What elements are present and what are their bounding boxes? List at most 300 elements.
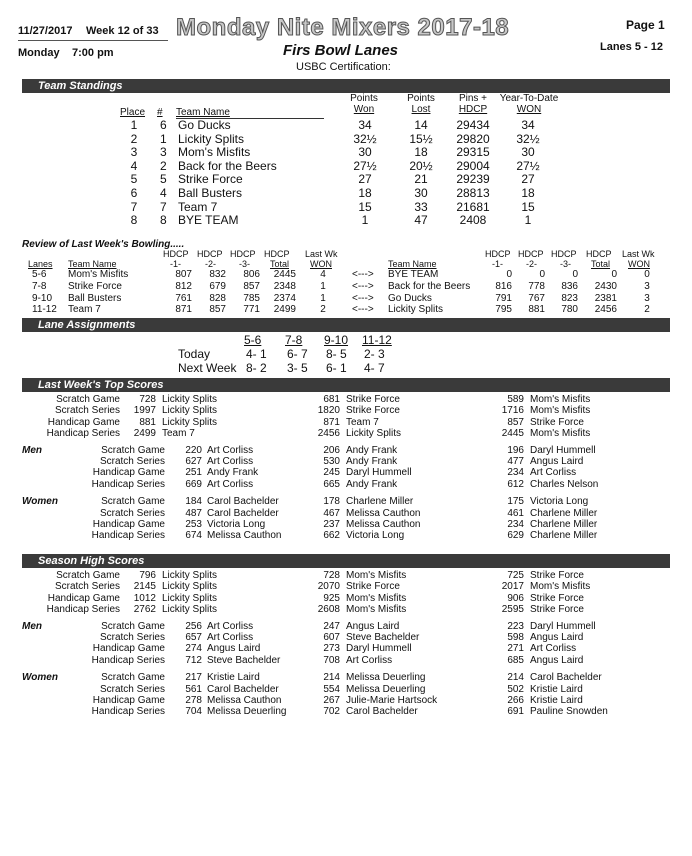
bowler-2: Andy Frank bbox=[346, 456, 398, 467]
ytd-won: 32½ bbox=[516, 131, 540, 146]
score-1: 2762 bbox=[133, 604, 156, 616]
score-2: 925 bbox=[323, 592, 340, 604]
score-1: 561 bbox=[185, 683, 202, 695]
team-name: Strike Force bbox=[178, 172, 243, 187]
score-row bbox=[0, 508, 692, 520]
category: Handicap Series bbox=[91, 530, 165, 542]
place: 4 bbox=[130, 158, 138, 173]
ytd-won: 30 bbox=[521, 145, 535, 160]
bowler-1: Victoria Long bbox=[207, 519, 266, 530]
place: 6 bbox=[130, 186, 138, 200]
team-number: 7 bbox=[160, 199, 167, 214]
bowler-3: Angus Laird bbox=[530, 456, 584, 467]
team-b: Back for the Beers bbox=[388, 280, 471, 292]
score-1: 704 bbox=[185, 706, 202, 718]
men-label: Men bbox=[22, 620, 42, 632]
score-1: 217 bbox=[185, 672, 202, 684]
team-name: BYE TEAM bbox=[178, 213, 239, 228]
pins-hdcp: 29004 bbox=[456, 158, 490, 173]
category: Handicap Game bbox=[92, 467, 165, 479]
col-team-number: # bbox=[157, 107, 163, 118]
place: 5 bbox=[130, 172, 138, 187]
points-won: 15 bbox=[358, 199, 372, 214]
col-team-name: Team Name bbox=[176, 107, 230, 118]
points-lost: 15½ bbox=[409, 131, 433, 146]
team-a: Strike Force bbox=[68, 280, 122, 292]
bowler-1: Team 7 bbox=[162, 428, 195, 440]
points-lost: 18 bbox=[414, 145, 428, 160]
standings-row bbox=[0, 214, 692, 226]
score-2: 206 bbox=[323, 444, 340, 456]
section-title: Last Week's Top Scores bbox=[38, 379, 164, 391]
score-3: 857 bbox=[507, 416, 524, 428]
bowler-2: Daryl Hummell bbox=[346, 643, 412, 655]
points-won: 34 bbox=[358, 118, 372, 132]
lane-assignments-bar bbox=[22, 318, 670, 332]
bowler-2: Andy Frank bbox=[346, 444, 398, 456]
pins-hdcp: 29239 bbox=[456, 172, 490, 187]
bowler-3: Kristie Laird bbox=[530, 695, 583, 706]
score-row bbox=[0, 467, 692, 479]
total-b: 2456 bbox=[594, 304, 617, 316]
score-2: 2456 bbox=[317, 428, 340, 440]
score-1: 712 bbox=[185, 654, 202, 666]
game-label: -1- bbox=[492, 259, 503, 269]
hdcp-label: HDCP bbox=[586, 249, 612, 259]
bowler-3: Mom's Misfits bbox=[530, 405, 591, 417]
bowler-3: Mom's Misfits bbox=[530, 394, 591, 405]
score-row bbox=[0, 655, 692, 667]
score-2: 214 bbox=[323, 672, 340, 684]
score-2: 267 bbox=[323, 695, 340, 706]
score-row bbox=[0, 706, 692, 718]
bowler-3: Daryl Hummell bbox=[530, 444, 596, 456]
hdcp-label: HDCP bbox=[197, 249, 223, 259]
points-lost: 47 bbox=[414, 213, 428, 228]
score-3: 234 bbox=[507, 519, 524, 530]
standings-row bbox=[0, 133, 692, 145]
category: Handicap Series bbox=[91, 478, 165, 490]
game1-b: 795 bbox=[495, 304, 512, 316]
game2-b: 881 bbox=[528, 304, 545, 316]
bowler-1: Kristie Laird bbox=[207, 672, 260, 684]
score-row bbox=[0, 621, 692, 633]
lane-columns bbox=[0, 334, 692, 346]
game1-a: 812 bbox=[175, 280, 192, 292]
score-1: 487 bbox=[185, 507, 202, 519]
today-label: Today bbox=[178, 347, 211, 361]
bowler-1: Carol Bachelder bbox=[207, 507, 279, 519]
category: Scratch Game bbox=[101, 496, 165, 508]
category: Scratch Game bbox=[101, 444, 165, 456]
won-a: 1 bbox=[320, 280, 326, 292]
game2-b: 767 bbox=[528, 292, 545, 304]
bowler-1: Lickity Splits bbox=[162, 604, 218, 616]
score-3: 234 bbox=[507, 467, 524, 479]
game2-b: 778 bbox=[528, 280, 545, 292]
category: Handicap Game bbox=[92, 643, 165, 655]
col-place: Place bbox=[120, 107, 146, 118]
category: Handicap Series bbox=[91, 706, 165, 718]
score-1: 728 bbox=[139, 394, 156, 405]
col-points-lost: Points Lost bbox=[407, 93, 435, 115]
score-2: 607 bbox=[323, 632, 340, 643]
hdcp-label: HDCP bbox=[551, 249, 577, 259]
league-title: Monday Nite Mixers 2017-18 bbox=[176, 14, 510, 41]
score-3: 214 bbox=[507, 672, 524, 684]
bowler-1: Art Corliss bbox=[207, 478, 254, 490]
bowler-1: Melissa Cauthon bbox=[207, 695, 282, 706]
team-number: 5 bbox=[160, 172, 167, 187]
score-row bbox=[0, 519, 692, 531]
standings-row bbox=[0, 119, 692, 131]
bowler-1: Steve Bachelder bbox=[207, 654, 281, 666]
won-b: 3 bbox=[644, 280, 650, 292]
men-label: Men bbox=[22, 444, 42, 456]
total-a: 2499 bbox=[273, 304, 296, 316]
versus: <---> bbox=[352, 269, 374, 280]
category: Scratch Series bbox=[99, 507, 165, 519]
col-total: Total bbox=[270, 259, 290, 269]
game2-b: 0 bbox=[539, 269, 545, 280]
last-wk-label: Last Wk bbox=[305, 249, 338, 259]
pins-hdcp: 29820 bbox=[456, 131, 490, 146]
score-row bbox=[0, 417, 692, 429]
bowler-1: Lickity Splits bbox=[162, 581, 218, 593]
bowler-3: Art Corliss bbox=[530, 467, 577, 479]
score-2: 728 bbox=[323, 570, 340, 581]
lane-pair: 11-12 bbox=[362, 333, 392, 347]
pins-hdcp: 28813 bbox=[456, 186, 490, 200]
won-a: 2 bbox=[320, 304, 326, 316]
score-row bbox=[0, 530, 692, 542]
score-row bbox=[0, 695, 692, 707]
total-b: 0 bbox=[611, 269, 617, 280]
lanes: 5-6 bbox=[32, 269, 47, 280]
game2-a: 857 bbox=[209, 304, 226, 316]
bowler-1: Lickity Splits bbox=[162, 416, 218, 428]
pins-hdcp: 2408 bbox=[459, 213, 487, 228]
bowler-2: Carol Bachelder bbox=[346, 706, 418, 718]
team-number: 4 bbox=[160, 186, 167, 200]
score-row bbox=[0, 456, 692, 468]
hdcp-label: HDCP bbox=[264, 249, 290, 259]
bowler-3: Pauline Snowden bbox=[530, 706, 608, 718]
place: 8 bbox=[130, 213, 138, 228]
ytd-won: 1 bbox=[524, 213, 532, 228]
score-1: 657 bbox=[185, 632, 202, 643]
score-1: 796 bbox=[139, 570, 156, 581]
next-matchup: 4- 7 bbox=[364, 361, 385, 375]
score-1: 220 bbox=[185, 444, 202, 456]
team-name: Team 7 bbox=[178, 199, 218, 214]
score-1: 2145 bbox=[133, 581, 156, 593]
place: 2 bbox=[130, 131, 138, 146]
team-name: Lickity Splits bbox=[178, 131, 245, 146]
score-1: 674 bbox=[185, 530, 202, 542]
bowler-2: Daryl Hummell bbox=[346, 467, 412, 479]
game3-a: 857 bbox=[243, 280, 260, 292]
team-b: Lickity Splits bbox=[388, 304, 444, 316]
team-name: Ball Busters bbox=[178, 186, 243, 200]
team-number: 3 bbox=[160, 145, 167, 160]
score-row bbox=[0, 496, 692, 508]
score-3: 589 bbox=[507, 394, 524, 405]
ytd-won: 27 bbox=[521, 172, 535, 187]
score-3: 271 bbox=[507, 643, 524, 655]
game-label: -1- bbox=[170, 259, 181, 269]
score-1: 1012 bbox=[133, 592, 156, 604]
team-number: 8 bbox=[160, 213, 167, 228]
won-b: 3 bbox=[644, 292, 650, 304]
bowler-3: Art Corliss bbox=[530, 643, 577, 655]
score-row bbox=[0, 405, 692, 417]
score-3: 502 bbox=[507, 683, 524, 695]
next-matchup: 3- 5 bbox=[287, 361, 308, 375]
lane-pair: 7-8 bbox=[285, 333, 303, 347]
team-a: Mom's Misfits bbox=[68, 269, 129, 280]
score-2: 554 bbox=[323, 683, 340, 695]
review-row bbox=[0, 293, 692, 305]
game-label: -3- bbox=[560, 259, 571, 269]
lanes: 7-8 bbox=[32, 280, 47, 292]
score-3: 906 bbox=[507, 592, 524, 604]
bowler-2: Strike Force bbox=[346, 405, 400, 417]
bowler-2: Angus Laird bbox=[346, 620, 400, 632]
score-1: 251 bbox=[185, 467, 202, 479]
points-won: 27 bbox=[358, 172, 372, 187]
score-2: 237 bbox=[323, 519, 340, 530]
bowler-3: Strike Force bbox=[530, 570, 584, 581]
place: 3 bbox=[130, 145, 138, 160]
category: Scratch Game bbox=[101, 620, 165, 632]
game1-b: 0 bbox=[506, 269, 512, 280]
score-1: 669 bbox=[185, 478, 202, 490]
score-2: 871 bbox=[323, 416, 340, 428]
category: Handicap Game bbox=[92, 519, 165, 530]
women-label: Women bbox=[22, 672, 58, 684]
ytd-won: 18 bbox=[521, 186, 535, 200]
points-lost: 33 bbox=[414, 199, 428, 214]
bowler-1: Art Corliss bbox=[207, 456, 254, 467]
review-row bbox=[0, 281, 692, 293]
score-2: 467 bbox=[323, 507, 340, 519]
team-number: 1 bbox=[160, 131, 167, 146]
score-3: 223 bbox=[507, 620, 524, 632]
team-b: Go Ducks bbox=[388, 292, 432, 304]
bowler-3: Charlene Miller bbox=[530, 519, 598, 530]
score-2: 530 bbox=[323, 456, 340, 467]
category: Handicap Series bbox=[91, 654, 165, 666]
category: Scratch Game bbox=[56, 570, 120, 581]
standings-row bbox=[0, 173, 692, 185]
lane-pair: 9-10 bbox=[324, 333, 349, 347]
col-pins-hdcp: Pins + HDCP bbox=[458, 93, 488, 115]
score-2: 1820 bbox=[317, 405, 340, 417]
total-a: 2445 bbox=[273, 269, 296, 280]
ytd-won: 34 bbox=[521, 118, 535, 132]
game1-a: 761 bbox=[175, 292, 192, 304]
points-won: 27½ bbox=[353, 158, 377, 173]
game2-a: 832 bbox=[209, 269, 226, 280]
bowler-1: Carol Bachelder bbox=[207, 496, 279, 508]
game3-b: 836 bbox=[561, 280, 578, 292]
standings-row bbox=[0, 201, 692, 213]
won-b: 2 bbox=[644, 304, 650, 316]
bowler-1: Art Corliss bbox=[207, 444, 254, 456]
game3-b: 0 bbox=[572, 269, 578, 280]
points-lost: 21 bbox=[414, 172, 428, 187]
standings-row bbox=[0, 146, 692, 158]
score-1: 278 bbox=[185, 695, 202, 706]
place: 1 bbox=[130, 118, 138, 132]
bowler-2: Melissa Deuerling bbox=[346, 672, 426, 684]
score-3: 725 bbox=[507, 570, 524, 581]
game-label: -3- bbox=[239, 259, 250, 269]
game3-b: 780 bbox=[561, 304, 578, 316]
lanes: 11-12 bbox=[32, 304, 57, 316]
score-1: 256 bbox=[185, 620, 202, 632]
category: Handicap Series bbox=[46, 428, 120, 440]
category: Handicap Game bbox=[47, 416, 120, 428]
score-row bbox=[0, 593, 692, 605]
bowler-3: Strike Force bbox=[530, 604, 584, 616]
lane-pair: 5-6 bbox=[244, 333, 262, 347]
points-won: 30 bbox=[358, 145, 372, 160]
score-3: 266 bbox=[507, 695, 524, 706]
score-2: 247 bbox=[323, 620, 340, 632]
next-matchup: 8- 2 bbox=[246, 361, 267, 375]
section-title: Season High Scores bbox=[38, 555, 145, 567]
total-b: 2381 bbox=[594, 292, 617, 304]
team-name: Mom's Misfits bbox=[178, 145, 251, 160]
score-3: 461 bbox=[507, 507, 524, 519]
col-won: WON bbox=[628, 259, 650, 269]
score-2: 681 bbox=[323, 394, 340, 405]
game1-b: 816 bbox=[495, 280, 512, 292]
score-3: 691 bbox=[507, 706, 524, 718]
bowler-1: Lickity Splits bbox=[162, 592, 218, 604]
bowler-3: Strike Force bbox=[530, 592, 584, 604]
score-row bbox=[0, 445, 692, 457]
bowler-2: Steve Bachelder bbox=[346, 632, 420, 643]
bowler-1: Lickity Splits bbox=[162, 394, 218, 405]
next-week-row bbox=[0, 362, 692, 374]
score-3: 175 bbox=[507, 496, 524, 508]
score-1: 253 bbox=[185, 519, 202, 530]
score-2: 708 bbox=[323, 654, 340, 666]
score-3: 1716 bbox=[501, 405, 524, 417]
hdcp-label: HDCP bbox=[230, 249, 256, 259]
won-a: 4 bbox=[320, 269, 326, 280]
score-1: 1997 bbox=[133, 405, 156, 417]
team-number: 2 bbox=[160, 158, 167, 173]
category: Scratch Series bbox=[99, 683, 165, 695]
today-matchup: 2- 3 bbox=[364, 347, 385, 361]
game-label: -2- bbox=[526, 259, 537, 269]
score-2: 662 bbox=[323, 530, 340, 542]
versus: <---> bbox=[352, 292, 374, 304]
team-a: Team 7 bbox=[68, 304, 101, 316]
category: Handicap Game bbox=[92, 695, 165, 706]
score-row bbox=[0, 581, 692, 593]
ytd-won: 15 bbox=[521, 199, 535, 214]
bowler-1: Carol Bachelder bbox=[207, 683, 279, 695]
bowler-3: Angus Laird bbox=[530, 632, 584, 643]
review-title: Review of Last Week's Bowling..... bbox=[22, 239, 185, 250]
score-row bbox=[0, 632, 692, 644]
bowler-1: Art Corliss bbox=[207, 632, 254, 643]
place: 7 bbox=[130, 199, 138, 214]
report-date: 11/27/2017 bbox=[18, 25, 73, 37]
game2-a: 828 bbox=[209, 292, 226, 304]
top-scores-bar bbox=[22, 378, 670, 392]
bowler-2: Strike Force bbox=[346, 581, 400, 593]
bowler-2: Melissa Deuerling bbox=[346, 683, 426, 695]
col-total: Total bbox=[591, 259, 611, 269]
won-b: 0 bbox=[644, 269, 650, 280]
bowler-3: Carol Bachelder bbox=[530, 672, 602, 684]
game3-a: 806 bbox=[243, 269, 260, 280]
hdcp-label: HDCP bbox=[163, 249, 189, 259]
score-1: 881 bbox=[139, 416, 156, 428]
total-a: 2348 bbox=[273, 280, 296, 292]
women-label: Women bbox=[22, 496, 58, 508]
bowler-3: Charles Nelson bbox=[530, 478, 599, 490]
score-2: 702 bbox=[323, 706, 340, 718]
bowler-3: Daryl Hummell bbox=[530, 620, 596, 632]
bowler-2: Mom's Misfits bbox=[346, 570, 407, 581]
standings-row bbox=[0, 160, 692, 172]
next-matchup: 6- 1 bbox=[326, 361, 347, 375]
score-row bbox=[0, 428, 692, 440]
category: Scratch Series bbox=[54, 581, 120, 593]
game1-b: 791 bbox=[495, 292, 512, 304]
bowler-2: Mom's Misfits bbox=[346, 592, 407, 604]
bowler-3: Mom's Misfits bbox=[530, 581, 591, 593]
category: Scratch Series bbox=[54, 405, 120, 417]
total-b: 2430 bbox=[594, 280, 617, 292]
points-won: 1 bbox=[361, 213, 369, 228]
versus: <---> bbox=[352, 280, 374, 292]
bowler-1: Melissa Deuerling bbox=[207, 706, 287, 718]
game-label: -2- bbox=[205, 259, 216, 269]
bowler-3: Charlene Miller bbox=[530, 530, 598, 542]
score-row bbox=[0, 684, 692, 696]
hdcp-label: HDCP bbox=[518, 249, 544, 259]
category: Handicap Game bbox=[47, 592, 120, 604]
next-week-label: Next Week bbox=[178, 361, 237, 375]
game3-a: 771 bbox=[243, 304, 260, 316]
week-info: Week 12 of 33 bbox=[86, 25, 159, 37]
team-number: 6 bbox=[160, 118, 167, 132]
score-3: 598 bbox=[507, 632, 524, 643]
score-2: 178 bbox=[323, 496, 340, 508]
team-a: Ball Busters bbox=[68, 292, 122, 304]
bowler-3: Angus Laird bbox=[530, 654, 584, 666]
score-2: 2608 bbox=[317, 604, 340, 616]
score-3: 629 bbox=[507, 530, 524, 542]
bowler-1: Andy Frank bbox=[207, 467, 259, 479]
today-matchup: 8- 5 bbox=[326, 347, 347, 361]
bowler-3: Mom's Misfits bbox=[530, 428, 591, 440]
score-1: 184 bbox=[185, 496, 202, 508]
score-3: 196 bbox=[507, 444, 524, 456]
team-b: BYE TEAM bbox=[388, 269, 439, 280]
bowler-2: Julie-Marie Hartsock bbox=[346, 695, 438, 706]
bowler-2: Art Corliss bbox=[346, 654, 393, 666]
score-2: 245 bbox=[323, 467, 340, 479]
